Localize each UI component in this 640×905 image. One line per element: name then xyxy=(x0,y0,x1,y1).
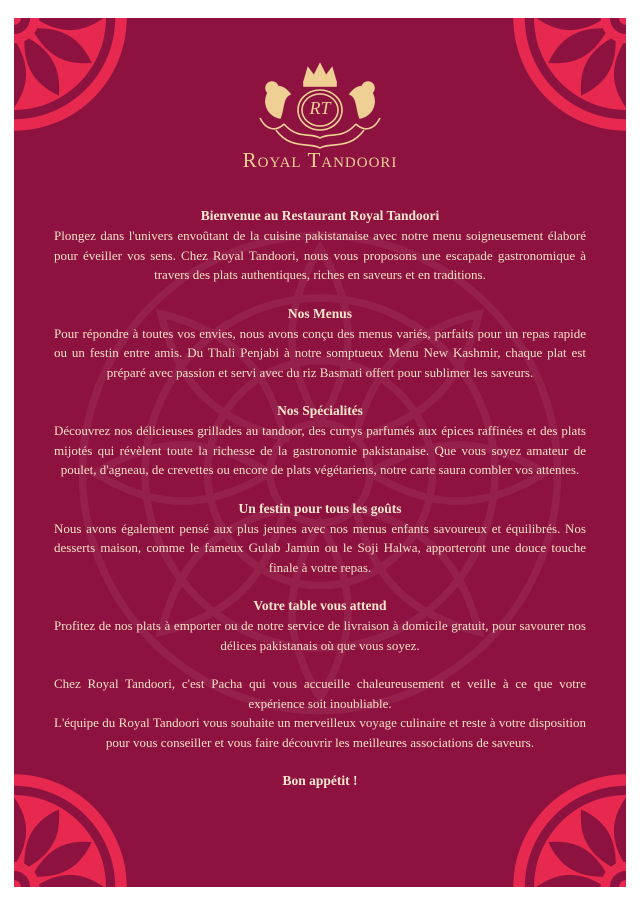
closing-paragraph: Chez Royal Tandoori, c'est Pacha qui vous accueille chaleureusement et veille à ce que votre expérience soit inoubliable. xyxy=(54,676,586,711)
section-welcome xyxy=(54,206,586,285)
section-body: Pour répondre à toutes vos envies, nous avons conçu des menus variés, parfaits pour un repas rapide ou un festin entre amis. Du Thali Penjabi à notre somptueux Menu New Kashmir, chaque plat est préparé avec passion et servi avec du riz Basmati offert pour sublimer les saveurs. xyxy=(54,325,586,380)
section-table xyxy=(54,596,586,655)
monogram-text: RT xyxy=(309,98,331,118)
corner-mandala-top-left xyxy=(14,18,129,133)
section-body: Découvrez nos délicieuses grillades au tandoor, des currys parfumés aux épices raffinées et des plats mijotés qui révèlent toute la richesse de la gastronomie pakistanaise. Que vous soyez amateur de poulet, d'agneau, de crevettes ou encore de plats végétariens, notre carte saura combler vos attentes. xyxy=(54,423,586,477)
corner-mandala-top-right xyxy=(511,18,626,133)
section-title: Votre table vous attend xyxy=(253,598,387,613)
section-title: Nos Spécialités xyxy=(277,403,363,418)
royal-crest-logo xyxy=(240,60,400,154)
section-body: Nous avons également pensé aux plus jeunes avec nos menus enfants savoureux et équilibrés. Nos desserts maison, comme le fameux Gulab Jamun ou le Soji Halwa, apporteront une douce touche finale à votre repas. xyxy=(54,520,586,575)
section-feast xyxy=(54,499,586,578)
closing-paragraph: L'équipe du Royal Tandoori vous souhaite un merveilleux voyage culinaire et reste à votre disposition pour vous conseiller et vous faire découvrir les meilleures associations de saveurs. xyxy=(54,715,586,750)
closing-text xyxy=(54,674,586,791)
section-menus xyxy=(54,304,586,383)
section-title: Nos Menus xyxy=(287,305,353,321)
section-body: Profitez de nos plats à emporter ou de notre service de livraison à domicile gratuit, pour savourer nos délices pakistanais où que vous soyez. xyxy=(54,618,586,653)
restaurant-name: Royal Tandoori xyxy=(242,148,398,172)
menu-text xyxy=(54,206,586,791)
section-specialties xyxy=(54,401,586,480)
signoff: Bon appétit ! xyxy=(282,773,358,788)
section-title: Un festin pour tous les goûts xyxy=(238,500,402,516)
section-title: Bienvenue au Restaurant Royal Tandoori xyxy=(200,208,440,223)
menu-page xyxy=(14,18,626,887)
section-body: Plongez dans l'univers envoûtant de la cuisine pakistanaise avec notre menu soigneusement élaboré pour éveiller vos sens. Chez Royal Tandoori, nous vous proposons une escapade gastronomique à travers des plats authentiques, riches en saveurs et en traditions. xyxy=(54,228,586,282)
